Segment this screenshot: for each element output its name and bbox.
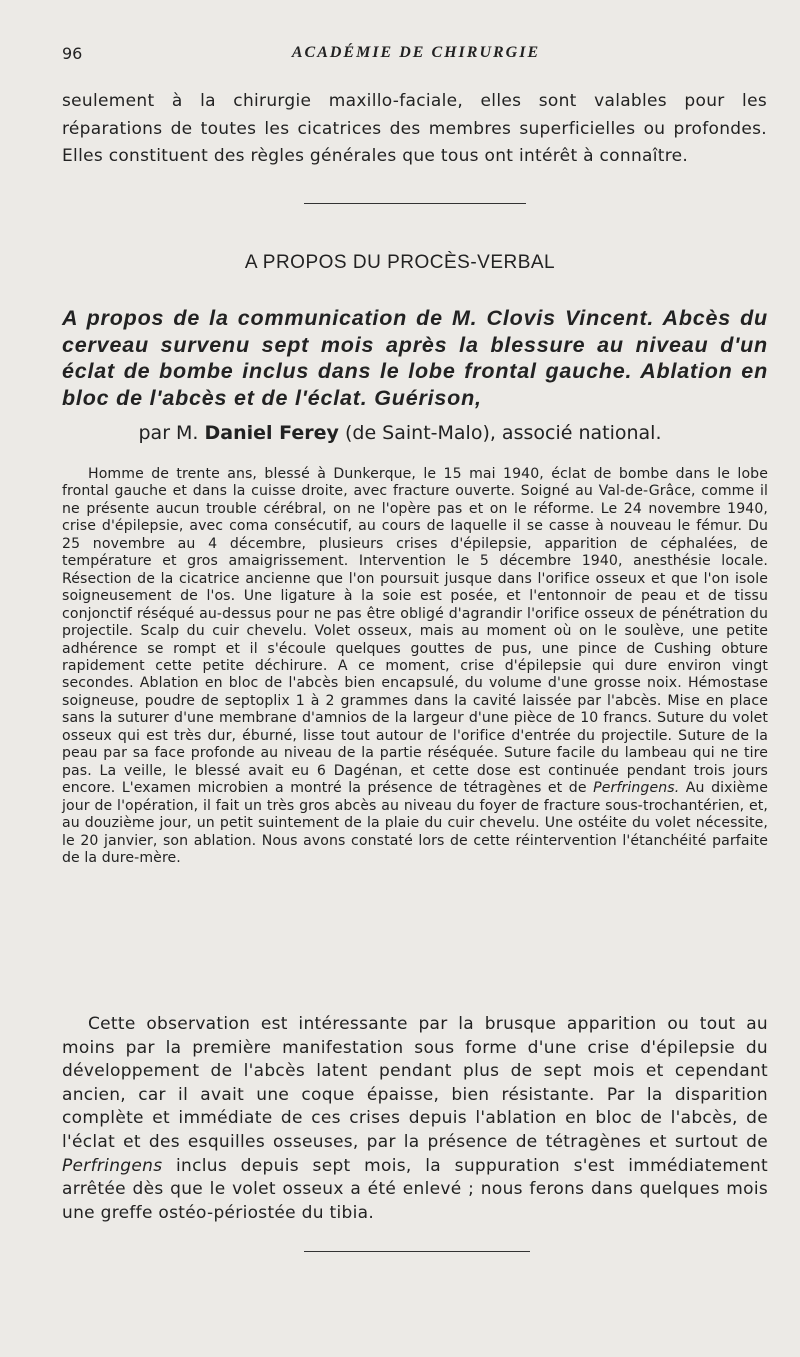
divider-top bbox=[304, 203, 526, 204]
byline-affiliation: (de Saint-Malo), associé national. bbox=[344, 422, 662, 444]
intro-paragraph: seulement à la chirurgie maxillo-faciale, elles sont valables pour les réparations de toutes les cicatrices des membres superficielles ou profondes. Elles constituent des règles générales que tous ont intérêt à connaître. bbox=[62, 91, 767, 166]
case-report-species: Perfringens. bbox=[593, 780, 680, 797]
case-report-text-2: Au dixième jour de l'opération, il fait un très gros abcès au niveau du foyer de fracture sous-trochantérien, et, au douzième jour, un petit suintement de la plaie du cuir chevelu. Une ostéite du volet nécessite, le 20 janvier, son ablation. Nous avons constaté lors de cette réintervention l'étanchéité parfaite de la dure-mère. bbox=[62, 780, 768, 866]
discussion bbox=[62, 1013, 768, 1225]
running-head bbox=[62, 44, 770, 66]
article-title: A propos de la communication de M. Clovis Vincent. Abcès du cerveau survenu sept mois après la blessure au niveau d'un éclat de bombe inclus dans le lobe frontal gauche. Ablation en bloc de l'abcès et de l'éclat. Guérison, bbox=[62, 306, 768, 410]
case-report-paragraph bbox=[62, 466, 768, 867]
discussion-text-1: Cette observation est intéressante par la brusque apparition ou tout au moins par la première manifestation sous forme d'une crise d'épilepsie du développement de l'abcès latent pendant plus de sept mois et cependant ancien, car il avait une coque épaisse, bien résistante. Par la disparition complète et immédiate de ces crises depuis l'ablation en bloc de l'abcès, de l'éclat et des esquilles osseuses, par la présence de tétragènes et surtout de bbox=[62, 1014, 768, 1152]
case-report bbox=[62, 466, 768, 867]
discussion-species: Perfringens bbox=[62, 1155, 163, 1176]
discussion-paragraph bbox=[62, 1013, 768, 1225]
case-report-text-1: Homme de trente ans, blessé à Dunkerque, le 15 mai 1940, éclat de bombe dans le lobe frontal gauche et dans la cuisse droite, avec fracture ouverte. Soigné au Val-de-Grâce, comme il ne présente aucun trouble cérébral, on ne l'opère pas et on le réforme. Le 24 novembre 1940, crise d'épilepsie, avec coma consécutif, au cours de laquelle il se casse à nouveau le fémur. Du 25 novembre au 4 décembre, plusieurs crises d'épilepsie, apparition de céphalées, de température et gros amaigrissement. Intervention le 5 décembre 1940, anesthésie locale. Résection de la cicatrice ancienne que l'on poursuit jusque dans l'orifice osseux et que l'on isole soigneusement de l'os. Une ligature à la soie est posée, et l'entonnoir de peau et de tissu conjonctif réséqué au-dessus pour ne pas être obligé d'agrandir l'orifice osseux de pénétration du projectile. Scalp du cuir chevelu. Volet osseux, mais au moment où on le soulève, une petite adhérence se rompt et il s'écoule quelques gouttes de pus, une pince de Cushing obture rapidement cette petite déchirure. A ce moment, crise d'épilepsie qui dure environ vingt secondes. Ablation en bloc de l'abcès bien encapsulé, du volume d'une grosse noix. Hémostase soigneuse, poudre de septoplix 1 à 2 grammes dans la cavité laissée par l'abcès. Mise en place sans la suturer d'une membrane d'amnios de la largeur d'une pièce de 10 francs. Suture du volet osseux qui est très dur, éburné, lisse tout autour de l'orifice d'entrée du projectile. Suture de la peau par sa face profonde au niveau de la partie réséquée. Suture facile du lambeau qui ne tire pas. La veille, le blessé avait eu 6 Dagénan, et cette dose est continuée pendant trois jours encore. L'examen microbien a montré la présence de tétragènes et de bbox=[62, 466, 768, 797]
journal-title: ACADÉMIE DE CHIRURGIE bbox=[291, 44, 541, 61]
byline bbox=[0, 422, 800, 444]
divider-bottom bbox=[304, 1251, 530, 1252]
page-number: 96 bbox=[62, 44, 83, 63]
section-heading: A PROPOS DU PROCÈS-VERBAL bbox=[244, 252, 556, 273]
byline-prefix: par M. bbox=[138, 422, 199, 444]
discussion-text-2: inclus depuis sept mois, la suppuration s'est immédiatement arrêtée dès que le volet osseux a été enlevé ; nous ferons dans quelques mois une greffe ostéo-périostée du tibia. bbox=[62, 1155, 768, 1223]
author-name: Daniel Ferey bbox=[204, 422, 339, 444]
